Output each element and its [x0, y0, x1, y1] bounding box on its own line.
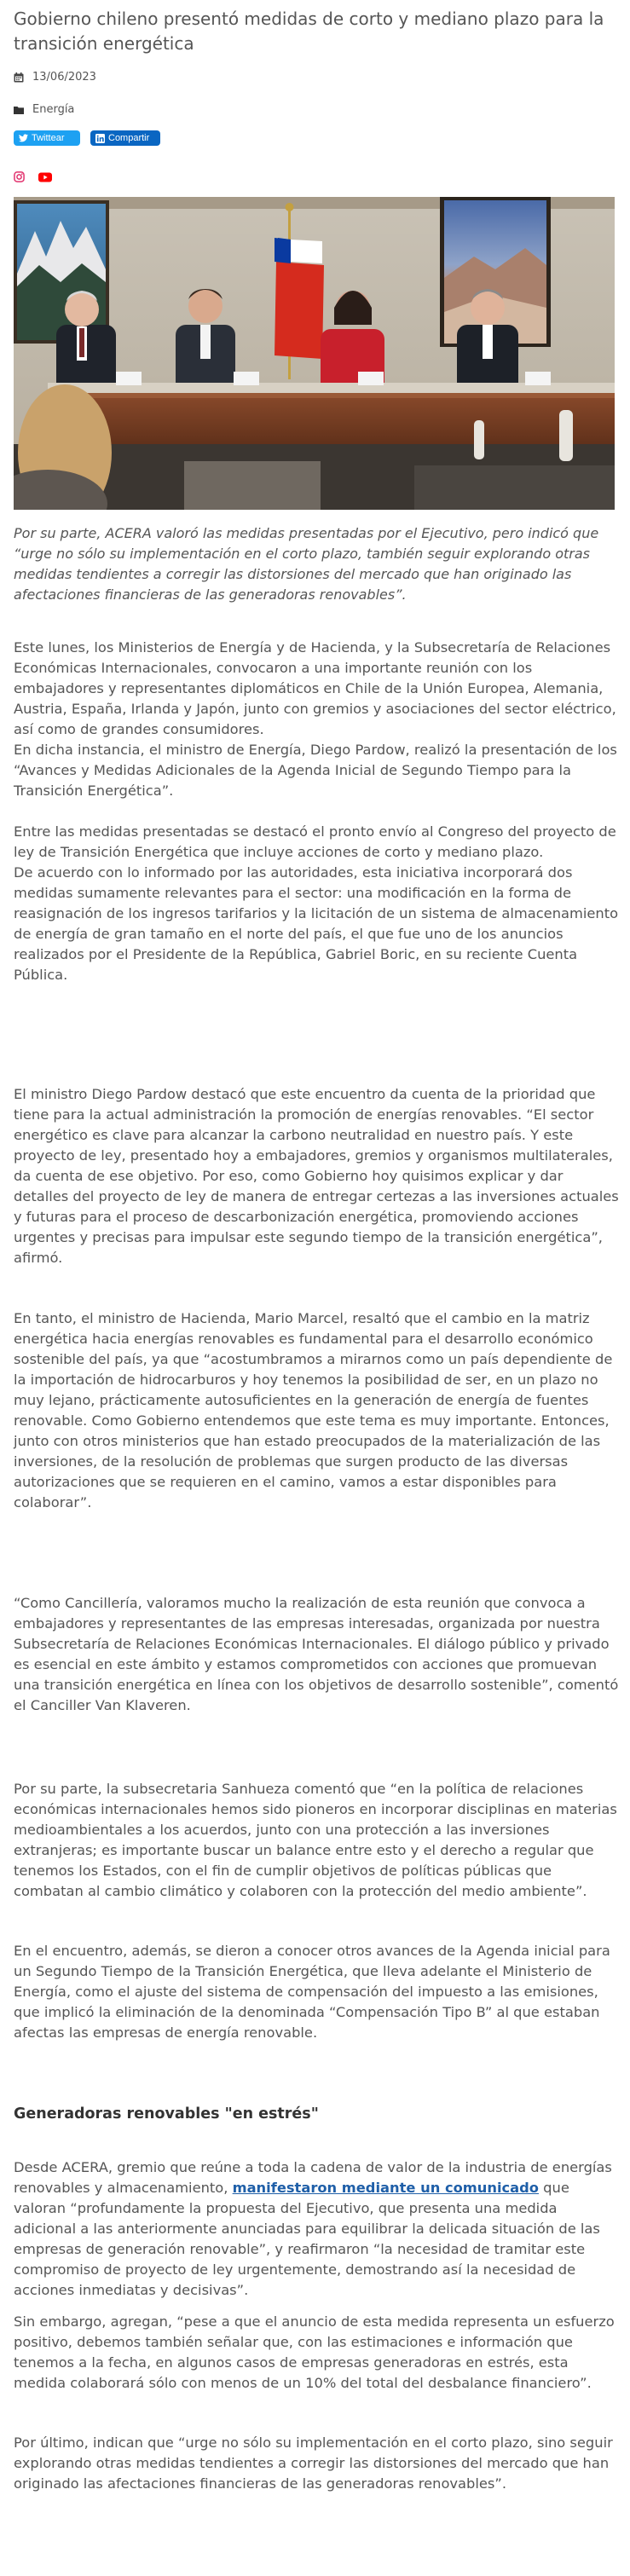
article-photo: [14, 197, 615, 510]
twitter-icon: [19, 134, 28, 142]
body-paragraph: Este lunes, los Ministerios de Energía y de Hacienda, y la Subsecretaría de Relaciones Económicas Internacionales, convocaron a una importante reunión con los embajadores y representantes diplomáticos en Chile de la Unión Europea, Alemania, Austria, España, Irlanda y Japón, junto con gremios y asociaciones del sector eléctrico, así como de grandes consumidores.: [14, 639, 616, 737]
calendar-icon: [14, 72, 24, 83]
section2-body-2: [14, 2312, 621, 2404]
article-title: Gobierno chileno presentó medidas de corto y mediano plazo para la transición energética: [14, 9, 604, 54]
body-paragraph: En tanto, el ministro de Hacienda, Mario Marcel, resaltó que el cambio en la matriz energética hacia energías renovables es fundamental para el desarrollo económico sostenible del país, ya que “acostumbramos a mirarnos como un país dependiente de la importación de hidrocarburos y hoy tenemos la posibilidad de ser, en un plazo no muy lejano, prácticamente autosuficientes en la generación de energía de fuentes renovable. Como Gobierno entendemos que este tema es muy importante. Entonces, junto con otros ministerios que han estado preocupados de la materialización de las inversiones, de la resolución de problemas que surgen producto de las diversas autorizaciones que se requieren en el camino, vamos a estar disponibles para colaborar”.: [14, 1310, 613, 1510]
body-paragraph: [14, 2157, 621, 2301]
body-paragraph: De acuerdo con lo informado por las autoridades, esta iniciativa incorporará dos medidas sumamente relevantes para el sector: una modificación en la forma de reasignación de los ingresos tarifarios y la licitación de un sistema de almacenamiento de energía de gran tamaño en el norte del país, el que fue uno de los anuncios realizados por el Presidente de la República, Gabriel Boric, en su reciente Cuenta Pública.: [14, 864, 619, 983]
linkedin-icon: [95, 134, 105, 143]
article-category: [14, 103, 74, 116]
body-paragraph: Por último, indican que “urge no sólo su implementación en el corto plazo, sino seguir explorando otras medidas tendientes a corregir las distorsiones del mercado que han originado las afectaciones financieras de las generadoras renovables”.: [14, 2434, 613, 2492]
body-paragraph: En dicha instancia, el ministro de Energía, Diego Pardow, realizó la presentación de los “Avances y Medidas Adicionales de la Agenda Inicial de Segundo Tiempo para la Transición Energética”.: [14, 742, 617, 799]
text-after-link: que valoran “profundamente la propuesta del Ejecutivo, que presenta una medida adicional a las anteriormente anunciadas para equilibrar la delicada situación de las empresas de generación renovable”, y reafirmaron “la necesidad de tramitar este compromiso de proyecto de ley urgentemente, demostrando así la necesidad de acciones inmediatas y decisivas”.: [14, 2180, 600, 2298]
section-heading: Generadoras renovables "en estrés": [14, 2105, 319, 2123]
body-paragraph: En el encuentro, además, se dieron a conocer otros avances de la Agenda inicial para un Segundo Tiempo de la Transición Energética, que lleva adelante el Ministerio de Energía, como el ajuste del sistema de compensación del impuesto a las emisiones, que implicó la eliminación de la denominada “Compensación Tipo B” al que estaban afectas las empresas de energía renovable.: [14, 1943, 610, 2041]
date-text: 13/06/2023: [32, 71, 96, 84]
folder-icon: [14, 105, 24, 115]
twitter-share-label: Twittear: [32, 133, 65, 143]
linkedin-share-button[interactable]: [90, 130, 160, 146]
article-body-3: [14, 1308, 621, 1523]
body-paragraph: El ministro Diego Pardow destacó que este encuentro da cuenta de la prioridad que tiene para la actual administración la promoción de energías renovables. “El sector energético es clave para alcanzar la carbono neutralidad en nuestro país. Y este proyecto de ley, presentado hoy a embajadores, gremios y organismos multilaterales, da cuenta de ese objetivo. Por eso, como Gobierno hoy quisimos explicar y dar detalles del proyecto de ley de manera de entregar certezas a las inversiones actuales y futuras para el proceso de descarbonización energética, promoviendo acciones urgentes y precisas para impulsar este segundo tiempo de la transición energética”, afirmó.: [14, 1086, 619, 1266]
press-release-link[interactable]: manifestaron mediante un comunicado: [232, 2180, 539, 2196]
text-before-link: Desde ACERA, gremio que reúne a toda la cadena de valor de la industria de energías renovables y almacenamiento,: [14, 2159, 612, 2196]
article-body: [14, 638, 621, 996]
article-body-2: [14, 1084, 621, 1279]
body-paragraph: “Como Cancillería, valoramos mucho la realización de esta reunión que convoca a embajadores y representantes de las empresas interesadas, organizada por nuestra Subsecretaría de Relaciones Económicas Internacionales. El diálogo público y privado es esencial en este ámbito y estamos comprometidos con acciones que promuevan una transición energética en línea con los objetivos de desarrollo sostenible”, comentó el Canciller Van Klaveren.: [14, 1595, 619, 1713]
article-body-6: [14, 1941, 621, 2053]
photo-caption: Por su parte, ACERA valoró las medidas presentadas por el Ejecutivo, pero indicó que “urge no sólo su implementación en el corto plazo, también seguir explorando otras medidas tendientes a corregir las distorsiones del mercado que han originado las afectaciones financieras de las generadoras renovables”.: [14, 525, 599, 603]
instagram-icon[interactable]: [14, 170, 25, 186]
youtube-icon[interactable]: [38, 170, 52, 186]
body-paragraph: Por su parte, la subsecretaria Sanhueza comentó que “en la política de relaciones económicas internacionales hemos sido pioneros en incorporar disciplinas en materias medioambientales a los acuerdos, junto con una protección a las inversiones extranjeras; es importante buscar un balance entre esto y el derecho a regular que tenemos los Estados, con el fin de cumplir objetivos de políticas públicas que combatan al cambio climático y colaboren con la protección del medio ambiente”.: [14, 1781, 617, 1899]
body-paragraph: Entre las medidas presentadas se destacó el pronto envío al Congreso del proyecto de ley de Transición Energética que incluye acciones de corto y mediano plazo.: [14, 823, 616, 860]
article-body-4: [14, 1593, 621, 1726]
social-links: [14, 170, 52, 186]
twitter-share-button[interactable]: [14, 130, 80, 146]
article-body-5: [14, 1779, 621, 1912]
body-paragraph: Sin embargo, agregan, “pese a que el anuncio de esta medida representa un esfuerzo positivo, debemos también señalar que, con las estimaciones e información que tenemos a la fecha, en algunos casos de empresas generadoras en estrés, esta medida colaborará sólo con menos de un 10% del total del desbalance financiero”.: [14, 2313, 615, 2391]
linkedin-share-label: Compartir: [108, 133, 150, 143]
category-link[interactable]: Energía: [32, 103, 75, 116]
article-date: [14, 71, 96, 84]
section2-body: [14, 2157, 621, 2311]
section2-body-3: [14, 2433, 621, 2504]
share-buttons: [14, 130, 160, 146]
